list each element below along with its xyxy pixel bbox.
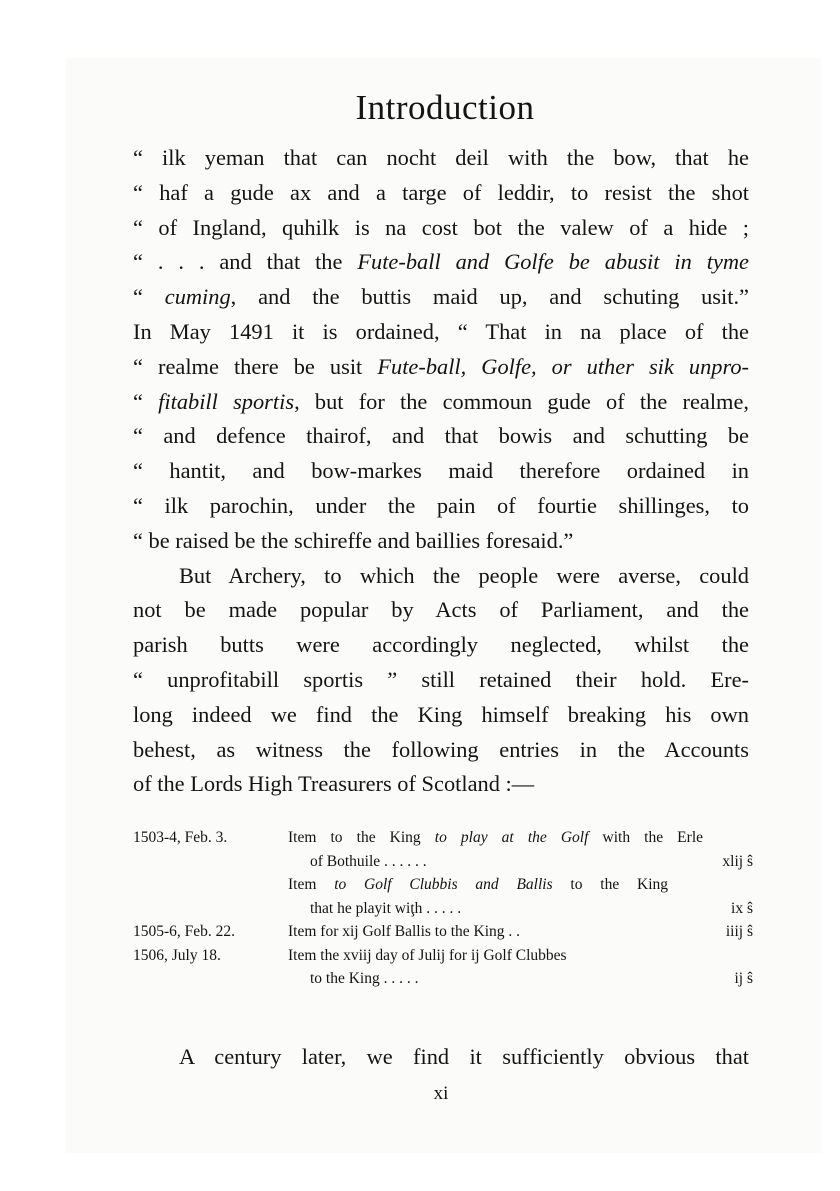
page-title: Introduction [355,88,535,127]
text-line: In May 1491 it is ordained, “ That in na place of the [133,318,749,344]
text-line: “ fitabill sportis, but for the commoun gude of the realme, [133,388,749,414]
text-line: “ be raised be the schireffe and baillies foresaid.” [133,527,574,553]
italic-phrase: Fute-ball and Golfe be abusit in tyme [357,249,749,275]
account-entry [133,920,753,944]
text-line: But Archery, to which the people were averse, could [179,562,749,588]
text-line: long indeed we find the King himself breaking his own [133,701,749,727]
text-line: parish butts were accordingly neglected, whilst the [133,632,749,658]
account-entry [133,967,753,991]
entry-text: Item the xviij day of Julij for ij Golf Clubbes [288,946,567,964]
account-entry [133,826,753,850]
entry-amount: ij ŝ [734,970,753,987]
entry-amount: iiij ŝ [725,923,753,940]
text-line: “ realme there be usit Fute-ball, Golfe, or uther sik unpro- [133,353,749,379]
account-entry [133,873,753,897]
entry-text: that he playit wiţh . . . . . [310,899,462,917]
text-line: “ and defence thairof, and that bowis and schutting be [133,423,749,449]
entry-text: Item to the King to play at the Golf with the Erle [288,829,703,846]
italic-phrase: Fute-ball, Golfe, or uther sik unpro- [377,353,749,379]
italic-phrase: cuming [164,284,231,310]
main-text [133,141,749,802]
account-entry [133,944,753,968]
text-line: “ unprofitabill sportis ” still retained their hold. Ere- [133,666,749,692]
account-entry [133,897,753,921]
account-entry [133,850,753,874]
text-line: “ ilk parochin, under the pain of fourtie shillinges, to [133,492,749,518]
text-line: “ of Ingland, quhilk is na cost bot the valew of a hide ; [133,214,749,240]
accounts-table [133,826,753,991]
entry-date: 1506, July 18. [133,946,221,964]
entry-date: 1505-6, Feb. 22. [133,923,236,940]
text-line: “ haf a gude ax and a targe of leddir, to resist the shot [133,179,749,205]
page-number: xi [433,1083,449,1104]
italic-phrase: fitabill sportis [158,388,295,414]
entry-date: 1503-4, Feb. 3. [133,829,228,846]
closing-line: A century later, we find it sufficiently obvious that [179,1044,749,1069]
text-line: “ . . . and that the Fute-ball and Golfe be abusit in tyme [133,249,749,275]
text-line: behest, as witness the following entries in the Accounts [133,736,749,762]
entry-text: Item for xij Golf Ballis to the King . . [288,923,521,940]
entry-text: Item to Golf Clubbis and Ballis to the King [288,876,669,893]
entry-text: to the King . . . . . [310,970,419,987]
text-line: “ ilk yeman that can nocht deil with the bow, that he [133,145,749,170]
entry-text: of Bothuile . . . . . . [310,852,427,870]
entry-amount: ix ŝ [731,899,753,917]
entry-amount: xlij ŝ [722,852,753,870]
text-line: not be made popular by Acts of Parliament, and the [133,597,749,623]
text-line: “ cuming, and the buttis maid up, and schuting usit.” [133,284,749,310]
text-line: of the Lords High Treasurers of Scotland :— [133,771,535,797]
text-line: “ hantit, and bow-markes maid therefore ordained in [133,458,749,484]
